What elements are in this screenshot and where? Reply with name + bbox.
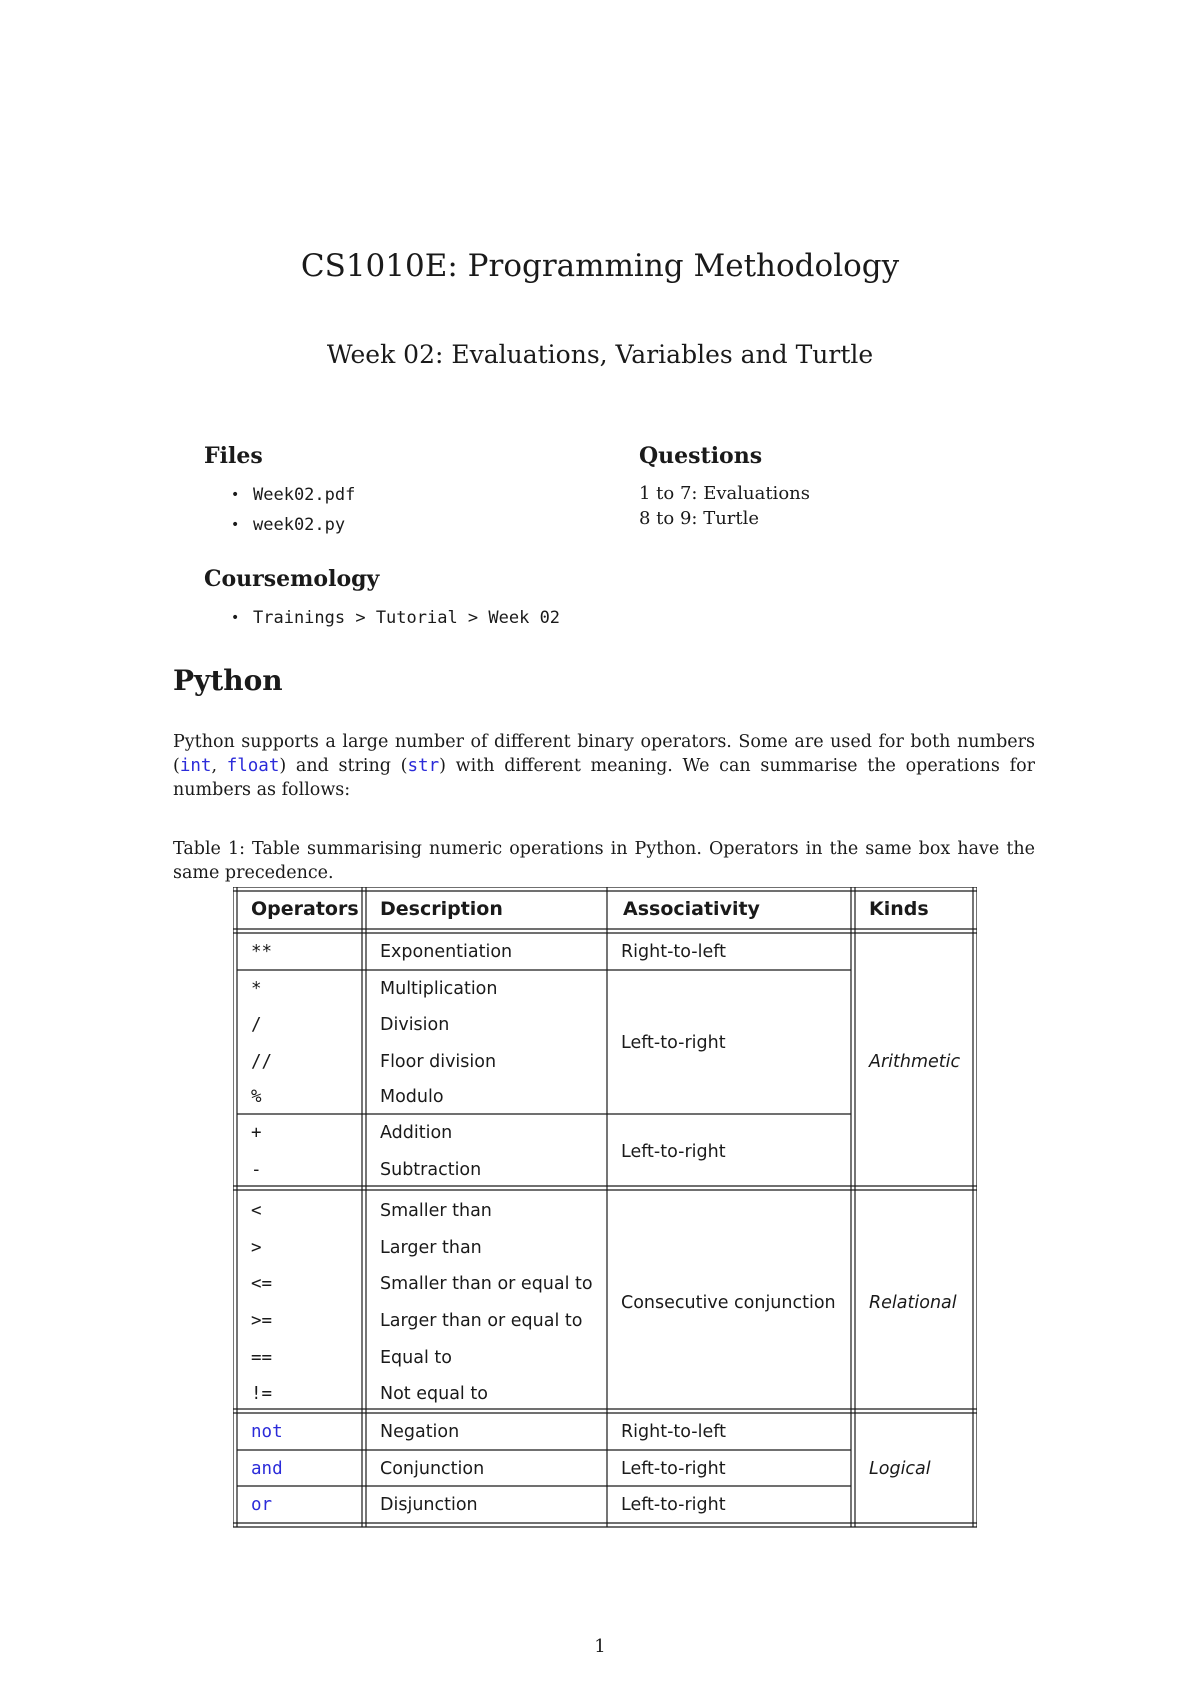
- python-heading: Python: [173, 664, 283, 697]
- question-range: 1 to 7: Evaluations: [639, 483, 810, 504]
- intro-text: ) and string (: [279, 756, 408, 776]
- page-number: 1: [594, 1636, 606, 1657]
- table-caption: Table 1: Table summarising numeric operations in Python. Operators in the same box have the same precedence.: [173, 839, 1035, 883]
- operator-cell: <: [251, 1201, 262, 1221]
- coursemology-path[interactable]: • Trainings > Tutorial > Week 02: [227, 603, 560, 633]
- associativity-cell: Left-to-right: [621, 1033, 726, 1053]
- operator-cell: *: [251, 979, 262, 999]
- operator-cell: ==: [251, 1348, 273, 1368]
- description-cell: Smaller than or equal to: [380, 1274, 593, 1294]
- description-cell: Multiplication: [380, 979, 498, 999]
- operator-cell: >=: [251, 1311, 273, 1331]
- operator-cell-keyword: or: [251, 1495, 273, 1515]
- operator-cell: >: [251, 1238, 262, 1258]
- description-cell: Floor division: [380, 1052, 497, 1072]
- description-cell: Larger than: [380, 1238, 482, 1258]
- description-cell: Disjunction: [380, 1495, 478, 1515]
- files-list: [227, 480, 355, 540]
- operator-cell: //: [251, 1052, 273, 1072]
- description-cell: Addition: [380, 1123, 453, 1143]
- description-cell: Division: [380, 1015, 450, 1035]
- intro-paragraph: [173, 730, 1035, 802]
- operator-cell-keyword: and: [251, 1459, 283, 1479]
- coursemology-list: [227, 603, 560, 633]
- coursemology-heading: Coursemology: [204, 566, 380, 592]
- operator-cell: -: [251, 1160, 262, 1180]
- operator-cell: +: [251, 1123, 262, 1143]
- description-cell: Negation: [380, 1422, 460, 1442]
- operator-cell: !=: [251, 1384, 273, 1404]
- associativity-cell: Left-to-right: [621, 1459, 726, 1479]
- document-subtitle: Week 02: Evaluations, Variables and Turtle: [326, 340, 874, 369]
- header-description: Description: [380, 898, 503, 920]
- file-item[interactable]: • week02.py: [227, 510, 355, 540]
- table-grid: [233, 887, 977, 1529]
- description-cell: Exponentiation: [380, 942, 513, 962]
- associativity-cell: Left-to-right: [621, 1142, 726, 1162]
- description-cell: Equal to: [380, 1348, 452, 1368]
- operator-cell: <=: [251, 1274, 273, 1294]
- header-kinds: Kinds: [869, 898, 929, 920]
- description-cell: Larger than or equal to: [380, 1311, 583, 1331]
- associativity-cell: Right-to-left: [621, 1422, 726, 1442]
- description-cell: Smaller than: [380, 1201, 492, 1221]
- associativity-cell: Left-to-right: [621, 1495, 726, 1515]
- question-range: 8 to 9: Turtle: [639, 508, 760, 529]
- file-item[interactable]: • Week02.pdf: [227, 480, 355, 510]
- kind-arithmetic: Arithmetic: [869, 1052, 961, 1072]
- kind-logical: Logical: [869, 1459, 931, 1479]
- header-associativity: Associativity: [623, 898, 760, 920]
- description-cell: Conjunction: [380, 1459, 485, 1479]
- type-int: int: [179, 756, 212, 776]
- files-heading: Files: [204, 443, 263, 469]
- intro-text: ) with different meaning. We can summarise the operations for numbers as follows:: [173, 756, 1035, 800]
- description-cell: Not equal to: [380, 1384, 488, 1404]
- operator-cell: %: [251, 1087, 262, 1107]
- kind-relational: Relational: [869, 1293, 957, 1313]
- type-float: float: [226, 756, 280, 776]
- type-str: str: [407, 756, 440, 776]
- operator-cell: **: [251, 942, 273, 962]
- description-cell: Modulo: [380, 1087, 444, 1107]
- associativity-cell: Consecutive conjunction: [621, 1293, 836, 1313]
- separator: ,: [211, 756, 227, 776]
- operator-cell-keyword: not: [251, 1422, 283, 1442]
- operators-table: [233, 887, 977, 1529]
- operator-cell: /: [251, 1015, 262, 1035]
- questions-heading: Questions: [639, 443, 763, 469]
- associativity-cell: Right-to-left: [621, 942, 726, 962]
- description-cell: Subtraction: [380, 1160, 482, 1180]
- intro-text: Python supports a large number of different binary operators. Some are used for both numbers (: [173, 732, 1035, 776]
- header-operators: Operators: [251, 898, 359, 920]
- document-title: CS1010E: Programming Methodology: [300, 248, 900, 284]
